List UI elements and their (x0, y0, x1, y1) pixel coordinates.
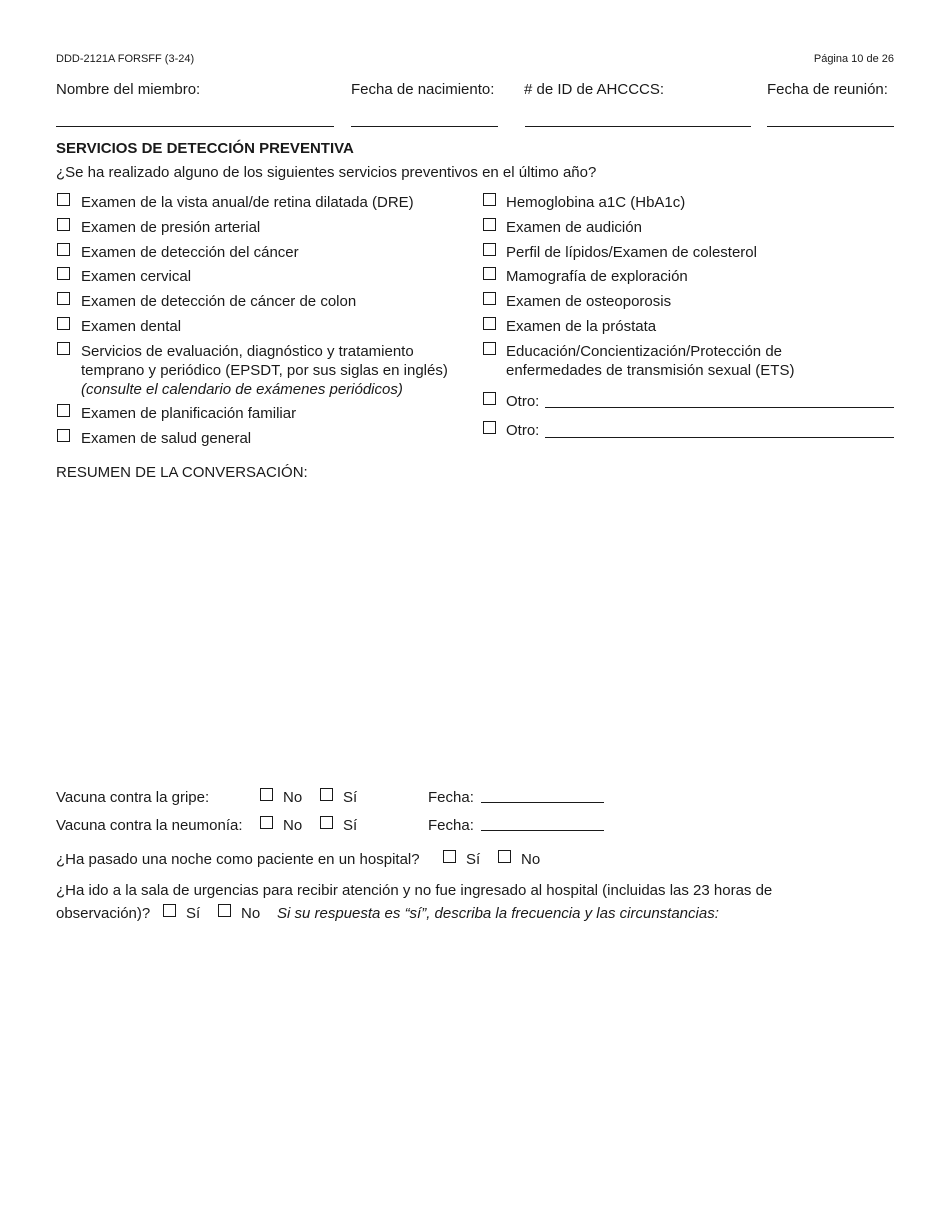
option-osteoporosis: Examen de osteoporosis (506, 293, 672, 310)
hospital-question: ¿Ha pasado una noche como paciente en un hospital? (56, 851, 420, 868)
page-number: Página 10 de 26 (813, 53, 894, 65)
checkbox-prostate[interactable] (483, 317, 496, 330)
checkbox-general-health[interactable] (57, 429, 70, 442)
option-hba1c: Hemoglobina a1C (HbA1c) (506, 194, 686, 211)
checkbox-blood-pressure[interactable] (57, 218, 70, 231)
pneumonia-yes-label: Sí (343, 817, 358, 834)
option-cervical: Examen cervical (81, 268, 192, 285)
er-yes-checkbox[interactable] (163, 904, 176, 917)
checkbox-epsdt[interactable] (57, 342, 70, 355)
pneumonia-date-field[interactable] (481, 830, 604, 831)
member-name-field[interactable] (56, 126, 334, 127)
option-family-planning: Examen de planificación familiar (81, 405, 297, 422)
section-title: SERVICIOS DE DETECCIÓN PREVENTIVA (56, 140, 354, 157)
option-dental: Examen dental (81, 318, 182, 335)
option-hearing: Examen de audición (506, 219, 642, 236)
checkbox-other-2[interactable] (483, 421, 496, 434)
checkbox-family-planning[interactable] (57, 404, 70, 417)
checkbox-dre[interactable] (57, 193, 70, 206)
pneumonia-vaccine-label: Vacuna contra la neumonía: (56, 817, 243, 834)
option-general-health: Examen de salud general (81, 430, 252, 447)
flu-yes-checkbox[interactable] (320, 788, 333, 801)
er-question-line2: observación)? (56, 905, 151, 922)
er-description-area[interactable] (56, 930, 894, 1190)
option-other-1: Otro: (506, 393, 540, 410)
ahcccs-id-label: # de ID de AHCCCS: (524, 81, 665, 98)
checkbox-dental[interactable] (57, 317, 70, 330)
pneumonia-yes-checkbox[interactable] (320, 816, 333, 829)
option-cancer-screening: Examen de detección del cáncer (81, 244, 299, 261)
checkbox-mammography[interactable] (483, 267, 496, 280)
option-epsdt-line2: temprano y periódico (EPSDT, por sus siglas en inglés) (81, 362, 448, 379)
section-question: ¿Se ha realizado alguno de los siguientes servicios preventivos en el último año? (56, 164, 597, 181)
option-epsdt-line1: Servicios de evaluación, diagnóstico y tratamiento (81, 343, 414, 360)
option-mammography: Mamografía de exploración (506, 268, 688, 285)
checkbox-osteoporosis[interactable] (483, 292, 496, 305)
hospital-yes-label: Sí (466, 851, 481, 868)
hospital-no-label: No (521, 851, 541, 868)
flu-yes-label: Sí (343, 789, 358, 806)
er-no-checkbox[interactable] (218, 904, 231, 917)
flu-vaccine-label: Vacuna contra la gripe: (56, 789, 210, 806)
checkbox-colon[interactable] (57, 292, 70, 305)
flu-no-label: No (283, 789, 303, 806)
meeting-date-label: Fecha de reunión: (767, 81, 888, 98)
checkbox-hba1c[interactable] (483, 193, 496, 206)
er-instruction: Si su respuesta es “sí”, describa la frecuencia y las circunstancias: (277, 905, 719, 922)
form-id: DDD-2121A FORSFF (3-24) (56, 53, 195, 65)
option-colon: Examen de detección de cáncer de colon (81, 293, 357, 310)
checkbox-cancer-screening[interactable] (57, 243, 70, 256)
option-epsdt-note: (consulte el calendario de exámenes periódicos) (81, 381, 403, 398)
checkbox-cervical[interactable] (57, 267, 70, 280)
birth-date-field[interactable] (351, 126, 498, 127)
pneumonia-no-checkbox[interactable] (260, 816, 273, 829)
option-other-2: Otro: (506, 422, 540, 439)
other-2-field[interactable] (545, 437, 894, 438)
option-std-line2: enfermedades de transmisión sexual (ETS) (506, 362, 795, 379)
flu-date-field[interactable] (481, 802, 604, 803)
option-dre: Examen de la vista anual/de retina dilatada (DRE) (81, 194, 414, 211)
er-question-line1: ¿Ha ido a la sala de urgencias para recibir atención y no fue ingresado al hospital (incluidas las 23 horas de (56, 882, 773, 899)
meeting-date-field[interactable] (767, 126, 894, 127)
hospital-no-checkbox[interactable] (498, 850, 511, 863)
option-lipids: Perfil de lípidos/Examen de colesterol (506, 244, 757, 261)
checkbox-other-1[interactable] (483, 392, 496, 405)
ahcccs-id-field[interactable] (525, 126, 751, 127)
summary-area[interactable] (56, 488, 894, 773)
birth-date-label: Fecha de nacimiento: (351, 81, 495, 98)
pneumonia-date-label: Fecha: (428, 817, 474, 834)
checkbox-lipids[interactable] (483, 243, 496, 256)
hospital-yes-checkbox[interactable] (443, 850, 456, 863)
other-1-field[interactable] (545, 407, 894, 408)
option-prostate: Examen de la próstata (506, 318, 657, 335)
flu-no-checkbox[interactable] (260, 788, 273, 801)
option-std-line1: Educación/Concientización/Protección de (506, 343, 782, 360)
er-no-label: No (241, 905, 261, 922)
member-name-label: Nombre del miembro: (56, 81, 201, 98)
checkbox-std[interactable] (483, 342, 496, 355)
pneumonia-no-label: No (283, 817, 303, 834)
er-yes-label: Sí (186, 905, 201, 922)
option-blood-pressure: Examen de presión arterial (81, 219, 261, 236)
summary-label: RESUMEN DE LA CONVERSACIÓN: (56, 464, 308, 481)
flu-date-label: Fecha: (428, 789, 474, 806)
checkbox-hearing[interactable] (483, 218, 496, 231)
